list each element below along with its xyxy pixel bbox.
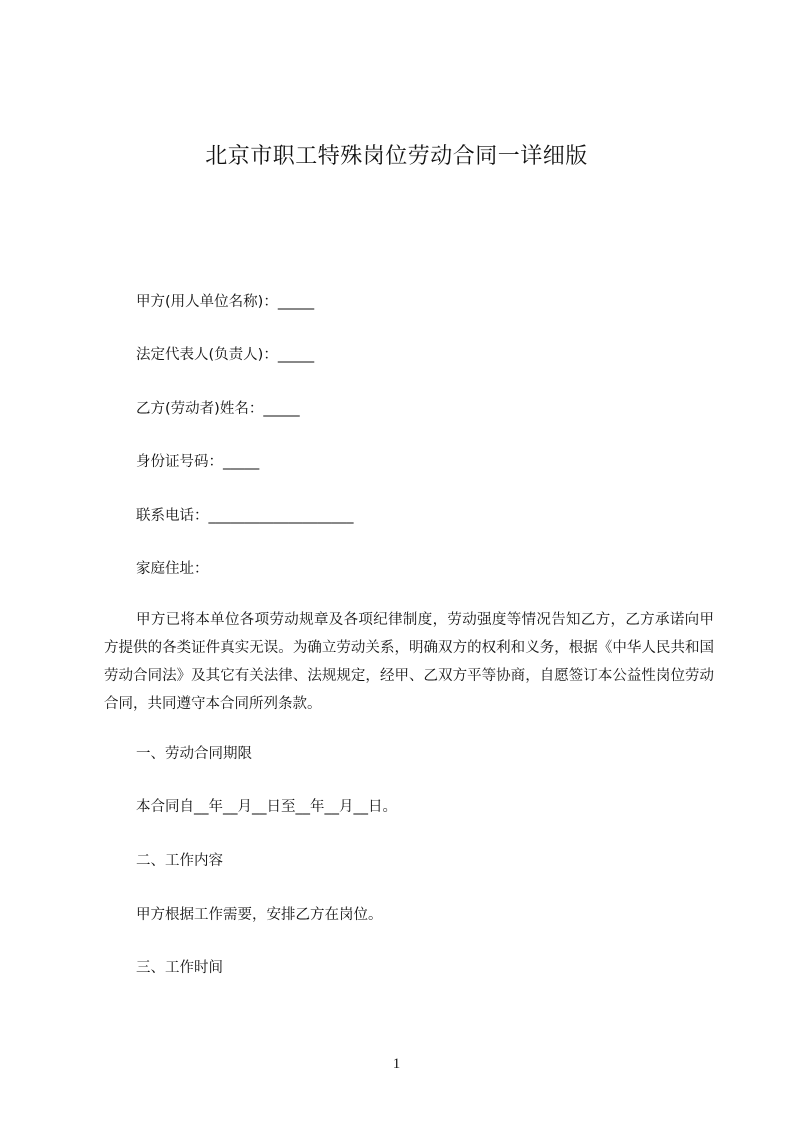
party-b-field: 乙方(劳动者)姓名：_____ bbox=[136, 401, 300, 417]
address-field: 家庭住址： bbox=[136, 561, 209, 577]
intro-paragraph: 甲方已将本单位各项劳动规章及各项纪律制度，劳动强度等情况告知乙方，乙方承诺向甲方提供的各类证件真实无误。为确立劳动关系，明确双方的权利和义务，根据《中华人民共和国劳动合同法》及其它有关法律、法规规定，经甲、乙双方平等协商，自愿签订本公益性岗位劳动合同，共同遵守本合同所列条款。 bbox=[104, 612, 714, 712]
section-heading: 二、工作内容 bbox=[136, 853, 223, 869]
phone-field: 联系电话：____________________ bbox=[136, 508, 354, 524]
party-a-field: 甲方(用人单位名称)：_____ bbox=[136, 294, 315, 310]
id-number-field: 身份证号码：_____ bbox=[136, 454, 260, 470]
section-body: 本合同自__年__月__日至__年__月__日。 bbox=[136, 799, 397, 815]
section-heading: 一、劳动合同期限 bbox=[136, 746, 252, 762]
page-title: 北京市职工特殊岗位劳动合同一详细版 bbox=[205, 144, 588, 169]
legal-representative-field: 法定代表人(负责人)：_____ bbox=[136, 347, 315, 363]
section-heading: 三、工作时间 bbox=[136, 960, 223, 976]
section-body: 甲方根据工作需要，安排乙方在岗位。 bbox=[136, 907, 383, 923]
page-number: 1 bbox=[392, 1056, 401, 1072]
